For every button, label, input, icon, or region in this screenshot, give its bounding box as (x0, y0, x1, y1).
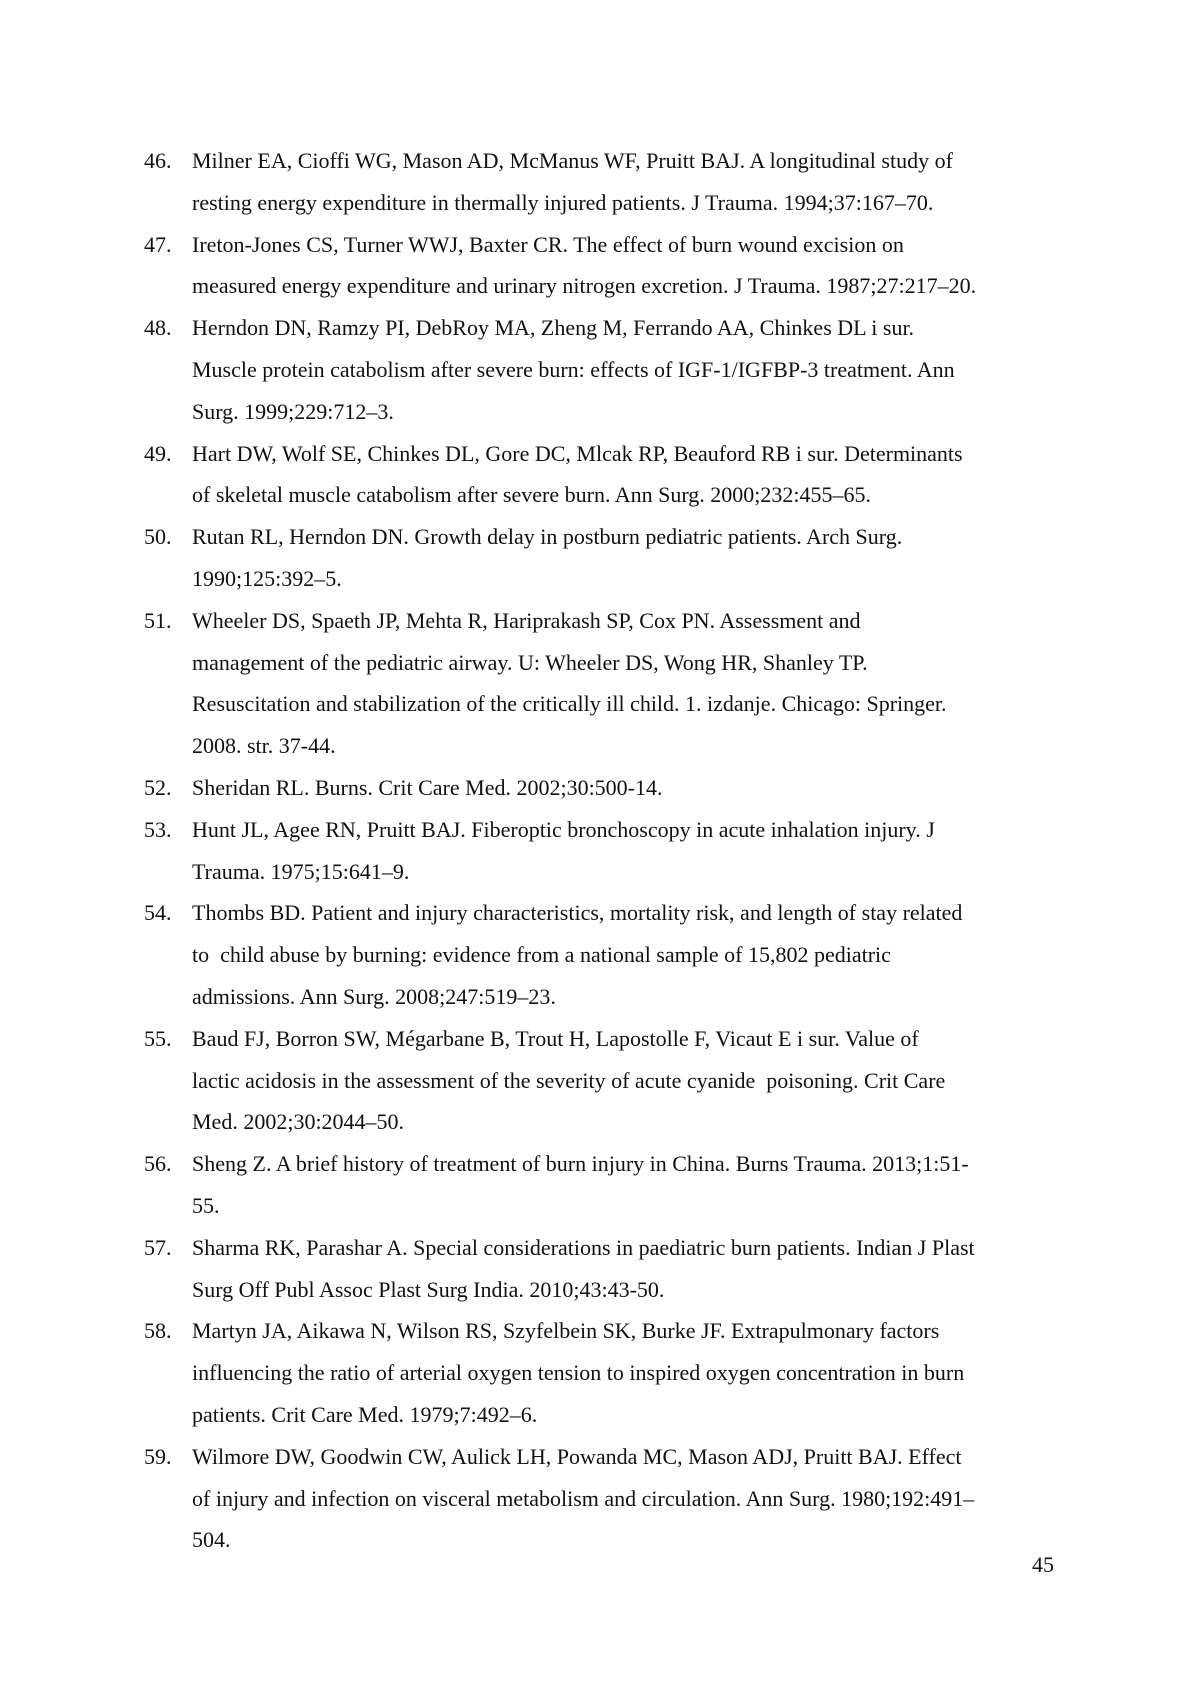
reference-line: Sheng Z. A brief history of treatment of burn injury in China. Burns Trauma. 2013;1:51- (192, 1151, 969, 1177)
reference-line: Milner EA, Cioffi WG, Mason AD, McManus WF, Pruitt BAJ. A longitudinal study of (192, 148, 953, 173)
reference-line: Hart DW, Wolf SE, Chinkes DL, Gore DC, Mlcak RP, Beauford RB i sur. Determinants (192, 440, 963, 466)
reference-line: Trauma. 1975;15:641–9. (192, 858, 410, 884)
reference-item (136, 767, 1056, 809)
reference-item (136, 1227, 1056, 1311)
reference-line: Med. 2002;30:2044–50. (192, 1109, 405, 1135)
reference-item (136, 140, 1056, 224)
reference-line: influencing the ratio of arterial oxygen tension to inspired oxygen concentration in burn (192, 1360, 965, 1386)
reference-item (136, 809, 1056, 893)
reference-number: 51. (144, 607, 172, 633)
reference-item (136, 1018, 1056, 1143)
reference-number: 54. (144, 900, 172, 926)
reference-line: Muscle protein catabolism after severe burn: effects of IGF-1/IGFBP-3 treatment. Ann (192, 356, 955, 382)
reference-number: 53. (144, 816, 172, 842)
reference-line: 1990;125:392–5. (192, 565, 342, 591)
reference-item (136, 1143, 1056, 1227)
reference-number: 50. (144, 524, 172, 550)
reference-line: Herndon DN, Ramzy PI, DebRoy MA, Zheng M, Ferrando AA, Chinkes DL i sur. (192, 315, 915, 341)
reference-line: of injury and infection on visceral metabolism and circulation. Ann Surg. 1980;192:491– (192, 1485, 975, 1511)
reference-line: 55. (192, 1192, 220, 1218)
reference-line: 504. (192, 1527, 231, 1553)
reference-line: measured energy expenditure and urinary nitrogen excretion. J Trauma. 1987;27:217–20. (192, 273, 977, 299)
reference-number: 52. (144, 774, 172, 800)
reference-line: Sheridan RL. Burns. Crit Care Med. 2002;30:500-14. (192, 774, 663, 800)
reference-line: Rutan RL, Herndon DN. Growth delay in postburn pediatric patients. Arch Surg. (192, 524, 903, 550)
reference-number: 58. (144, 1318, 172, 1344)
reference-line: of skeletal muscle catabolism after severe burn. Ann Surg. 2000;232:455–65. (192, 482, 872, 508)
reference-item (136, 600, 1056, 767)
reference-line: Hunt JL, Agee RN, Pruitt BAJ. Fiberoptic bronchoscopy in acute inhalation injury. J (192, 816, 935, 842)
reference-item (136, 224, 1056, 308)
reference-line: Thombs BD. Patient and injury characteristics, mortality risk, and length of stay related (192, 900, 963, 926)
reference-item (136, 433, 1056, 517)
reference-line: Sharma RK, Parashar A. Special considerations in paediatric burn patients. Indian J Plast (192, 1234, 975, 1260)
reference-line: lactic acidosis in the assessment of the severity of acute cyanide poisoning. Crit Care (192, 1067, 946, 1093)
reference-line: Surg. 1999;229:712–3. (192, 398, 394, 424)
reference-line: Martyn JA, Aikawa N, Wilson RS, Szyfelbein SK, Burke JF. Extrapulmonary factors (192, 1318, 940, 1344)
reference-number: 56. (144, 1151, 172, 1177)
reference-line: management of the pediatric airway. U: Wheeler DS, Wong HR, Shanley TP. (192, 649, 868, 675)
reference-number: 59. (144, 1443, 172, 1469)
reference-list (136, 140, 1056, 1561)
reference-number: 46. (144, 148, 172, 173)
reference-line: Surg Off Publ Assoc Plast Surg India. 2010;43:43-50. (192, 1276, 665, 1302)
reference-item (136, 1436, 1056, 1561)
reference-item (136, 516, 1056, 600)
reference-line: Resuscitation and stabilization of the critically ill child. 1. izdanje. Chicago: Springer. (192, 691, 947, 717)
reference-line: Ireton-Jones CS, Turner WWJ, Baxter CR. The effect of burn wound excision on (192, 231, 904, 257)
reference-item (136, 892, 1056, 1017)
reference-number: 49. (144, 440, 172, 466)
reference-line: 2008. str. 37-44. (192, 733, 336, 759)
reference-number: 57. (144, 1234, 172, 1260)
reference-number: 48. (144, 315, 172, 341)
reference-number: 47. (144, 231, 172, 257)
page-number: 45 (1032, 1552, 1054, 1577)
reference-line: Wilmore DW, Goodwin CW, Aulick LH, Powanda MC, Mason ADJ, Pruitt BAJ. Effect (192, 1443, 962, 1469)
reference-line: Wheeler DS, Spaeth JP, Mehta R, Hariprakash SP, Cox PN. Assessment and (192, 607, 861, 633)
reference-item (136, 307, 1056, 432)
reference-item (136, 1310, 1056, 1435)
reference-number: 55. (144, 1025, 172, 1051)
reference-line: to child abuse by burning: evidence from a national sample of 15,802 pediatric (192, 942, 891, 968)
reference-line: resting energy expenditure in thermally injured patients. J Trauma. 1994;37:167–70. (192, 189, 934, 215)
reference-line: patients. Crit Care Med. 1979;7:492–6. (192, 1401, 538, 1427)
reference-line: Baud FJ, Borron SW, Mégarbane B, Trout H, Lapostolle F, Vicaut E i sur. Value of (192, 1025, 919, 1051)
reference-line: admissions. Ann Surg. 2008;247:519–23. (192, 983, 556, 1009)
